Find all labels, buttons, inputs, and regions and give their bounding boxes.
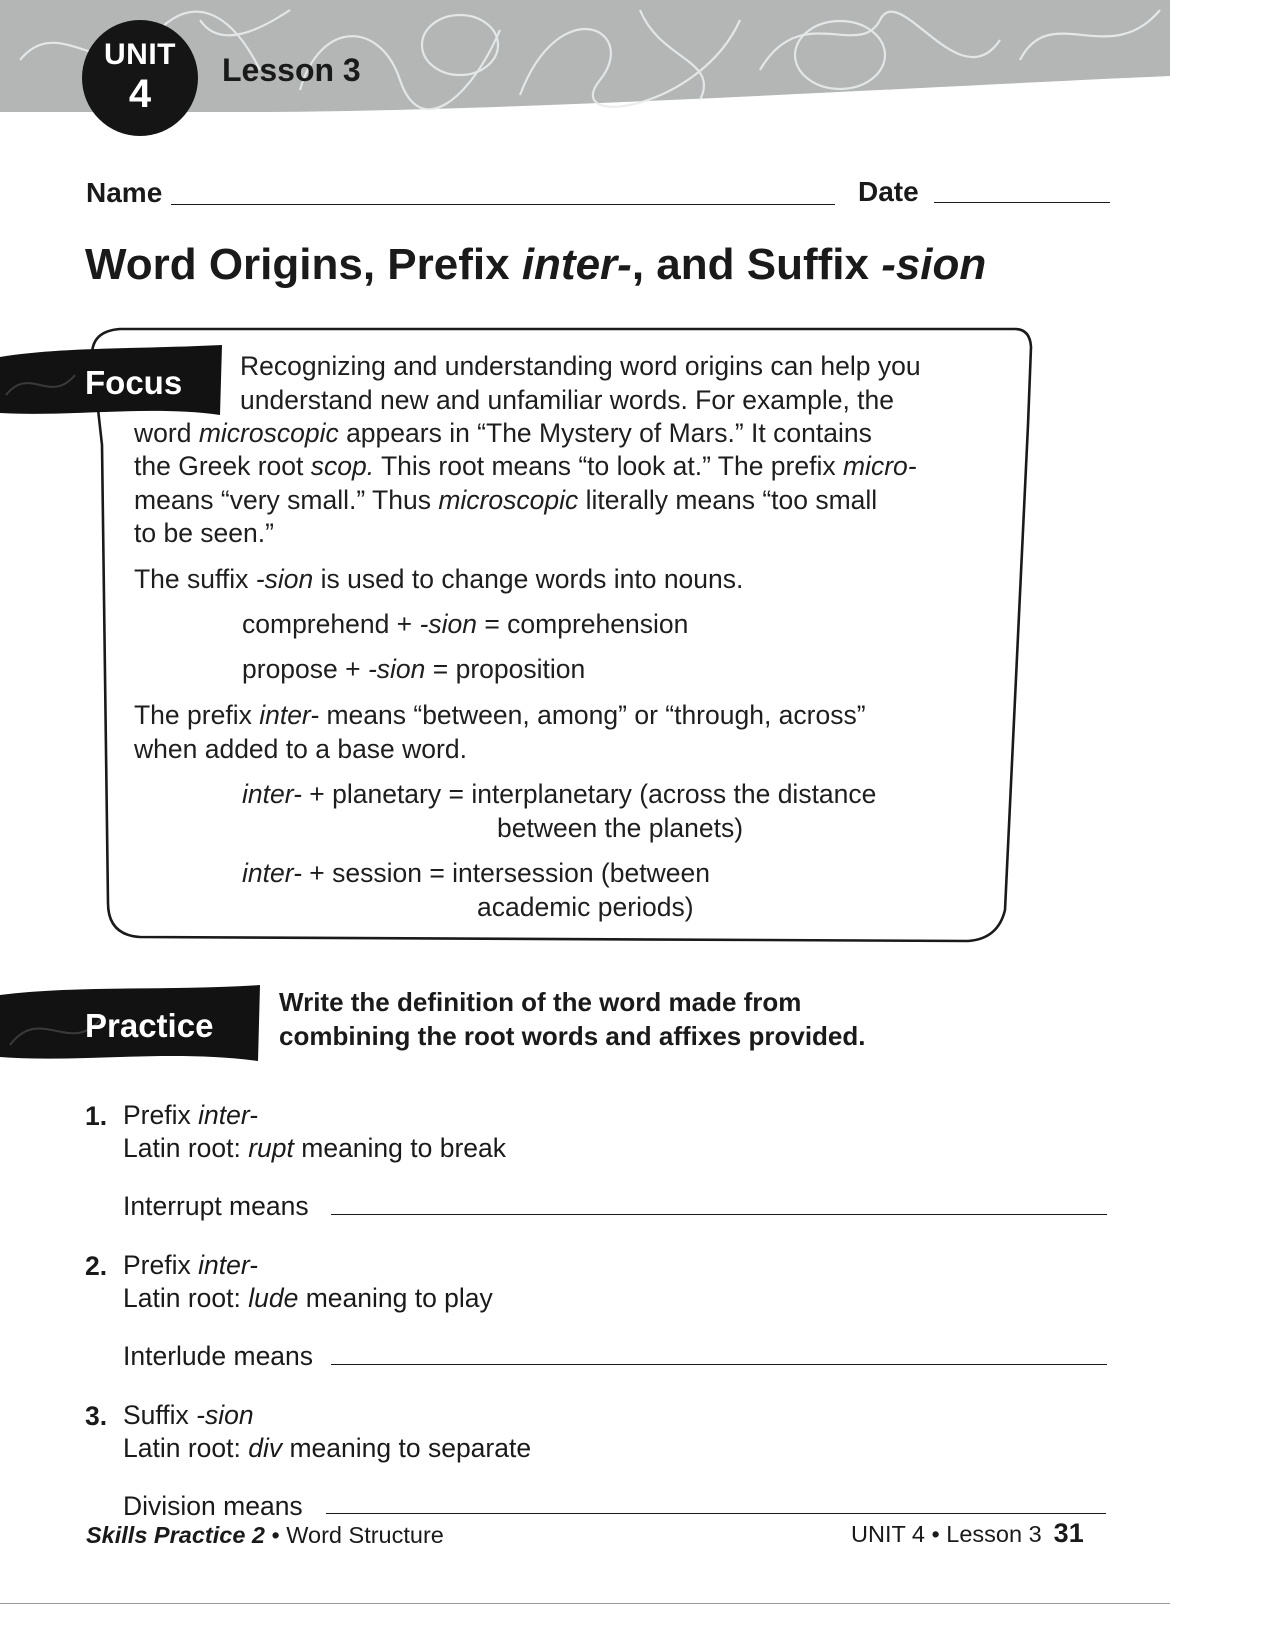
focus-text-line: when added to a base word.: [134, 734, 467, 764]
unit-word: UNIT: [104, 38, 176, 71]
item-prefix-line: Suffix -sion: [123, 1400, 254, 1430]
focus-text-line: word microscopic appears in “The Mystery of Mars.” It contains: [134, 418, 872, 448]
item-root-line: Latin root: rupt meaning to break: [123, 1133, 507, 1163]
example-equation: inter- + planetary = interplanetary (across the distance: [242, 779, 877, 809]
unit-badge: [82, 20, 198, 136]
answer-line-interlude[interactable]: [331, 1364, 1107, 1365]
focus-text-line: to be seen.”: [134, 518, 274, 548]
focus-text-line: means “very small.” Thus microscopic literally means “too small: [134, 485, 878, 515]
example-equation: propose + -sion = proposition: [242, 654, 586, 684]
answer-label: Interlude means: [123, 1341, 314, 1371]
item-root-line: Latin root: lude meaning to play: [123, 1283, 493, 1313]
date-label: Date: [858, 176, 919, 207]
example-equation: inter- + session = intersession (between: [242, 858, 710, 888]
item-number: 1.: [85, 1101, 108, 1131]
name-label: Name: [86, 177, 163, 208]
page-number: 31: [1053, 1518, 1084, 1548]
name-field[interactable]: [171, 204, 835, 205]
item-prefix-line: Prefix inter-: [123, 1250, 259, 1280]
example-equation-continued: between the planets): [497, 813, 744, 843]
focus-text-line: understand new and unfamiliar words. For example, the: [240, 385, 895, 415]
page-title: Word Origins, Prefix inter-, and Suffix -sion: [85, 240, 987, 289]
item-number: 2.: [85, 1251, 108, 1281]
item-number: 3.: [85, 1401, 108, 1431]
focus-text-line: The prefix inter- means “between, among” or “through, across”: [134, 700, 866, 730]
example-equation: comprehend + -sion = comprehension: [242, 609, 689, 639]
focus-text-line: the Greek root scop. This root means “to look at.” The prefix micro-: [134, 451, 917, 481]
lesson-title: Lesson 3: [222, 52, 361, 88]
item-prefix-line: Prefix inter-: [123, 1100, 259, 1130]
answer-label: Interrupt means: [123, 1191, 309, 1221]
answer-line-division[interactable]: [326, 1513, 1106, 1514]
answer-label: Division means: [123, 1491, 303, 1521]
footer-page-info: UNIT 4 • Lesson 3 31: [851, 1518, 1084, 1548]
focus-label: Focus: [85, 364, 183, 401]
example-equation-continued: academic periods): [477, 892, 694, 922]
focus-text-line: The suffix -sion is used to change words into nouns.: [134, 564, 744, 594]
unit-number: 4: [128, 72, 152, 116]
practice-instructions: Write the definition of the word made from combining the root words and affixes provided.: [279, 987, 866, 1051]
practice-label: Practice: [85, 1007, 214, 1044]
footer-book: Skills Practice 2 • Word Structure: [86, 1522, 444, 1548]
focus-text-line: Recognizing and understanding word origins can help you: [240, 351, 921, 381]
answer-line-interrupt[interactable]: [331, 1214, 1107, 1215]
date-field[interactable]: [934, 202, 1110, 203]
page-edge-line: [0, 1603, 1170, 1604]
item-root-line: Latin root: div meaning to separate: [123, 1433, 532, 1463]
